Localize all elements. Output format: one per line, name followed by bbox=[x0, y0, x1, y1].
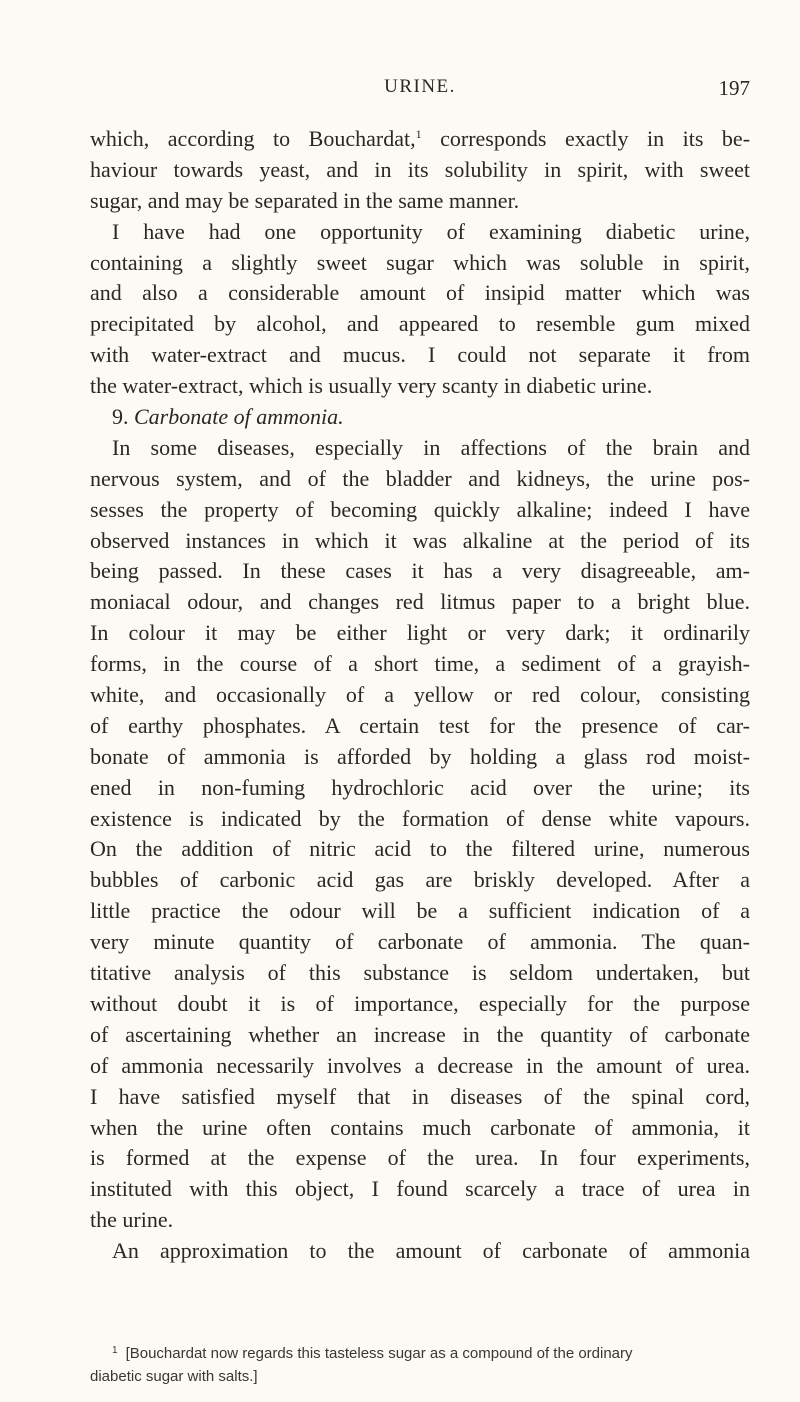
text-line: An approximation to the amount of carbonate of ammonia bbox=[112, 1238, 750, 1264]
text-line: existence is indicated by the formation of dense white vapours. bbox=[90, 805, 750, 831]
text-line: moniacal odour, and changes red litmus paper to a bright blue. bbox=[90, 589, 750, 615]
text-line: ened in non-fuming hydrochloric acid over the urine; its bbox=[90, 774, 750, 800]
text-line: haviour towards yeast, and in its solubility in spirit, with sweet bbox=[90, 156, 750, 182]
text-line: and also a considerable amount of insipid matter which was bbox=[90, 280, 750, 306]
text-line: In some diseases, especially in affections of the brain and bbox=[112, 434, 750, 460]
section-title: Carbonate of ammonia. bbox=[134, 404, 344, 430]
footnote-number: 1 bbox=[112, 1345, 118, 1356]
section-heading bbox=[90, 402, 750, 433]
page-header bbox=[90, 76, 750, 102]
text-line: little practice the odour will be a sufficient indication of a bbox=[90, 898, 750, 924]
text-line: with water-extract and mucus. I could not separate it from bbox=[90, 342, 750, 368]
text-line: the water-extract, which is usually very scanty in diabetic urine. bbox=[90, 373, 653, 399]
text-line: sugar, and may be separated in the same manner. bbox=[90, 187, 520, 213]
text-line: when the urine often contains much carbonate of ammonia, it bbox=[90, 1114, 750, 1140]
footnote bbox=[90, 1342, 750, 1388]
text-line: I have had one opportunity of examining diabetic urine, bbox=[112, 218, 750, 244]
text-line: which, according to Bouchardat,$^1$ corresponds exactly in its be- bbox=[90, 126, 751, 151]
text-line: In colour it may be either light or very dark; it ordinarily bbox=[90, 620, 750, 646]
page-number: 197 bbox=[718, 76, 750, 100]
footnote-line: diabetic sugar with salts.] bbox=[90, 1368, 258, 1385]
text-line: of earthy phosphates. A certain test for the presence of car- bbox=[90, 712, 750, 738]
text-line: without doubt it is of importance, especially for the purpose bbox=[90, 990, 750, 1016]
text-line: the urine. bbox=[90, 1207, 174, 1233]
text-line: observed instances in which it was alkaline at the period of its bbox=[90, 527, 750, 553]
running-head: URINE. bbox=[384, 76, 456, 97]
footnote-marker: 1 bbox=[415, 127, 422, 141]
section-number: 9. bbox=[112, 404, 129, 430]
text-line: white, and occasionally of a yellow or red colour, consisting bbox=[90, 682, 750, 708]
text-line: bonate of ammonia is afforded by holding a glass rod moist- bbox=[90, 743, 750, 769]
text-line: titative analysis of this substance is seldom undertaken, but bbox=[90, 960, 750, 986]
text-line: is formed at the expense of the urea. In four experiments, bbox=[90, 1145, 750, 1171]
text-line: nervous system, and of the bladder and kidneys, the urine pos- bbox=[90, 465, 750, 491]
text-line: I have satisfied myself that in diseases of the spinal cord, bbox=[90, 1083, 750, 1109]
footnote-line: $^1$ [Bouchardat now regards this tasteless sugar as a compound of the ordinary bbox=[112, 1345, 633, 1362]
text-line: sesses the property of becoming quickly alkaline; indeed I have bbox=[90, 496, 750, 522]
body-text bbox=[90, 124, 750, 1267]
text-line: being passed. In these cases it has a very disagreeable, am- bbox=[90, 558, 750, 584]
text-line: of ascertaining whether an increase in the quantity of carbonate bbox=[90, 1021, 750, 1047]
text-line: of ammonia necessarily involves a decrease in the amount of urea. bbox=[90, 1052, 750, 1078]
text-line: forms, in the course of a short time, a sediment of a grayish- bbox=[90, 651, 750, 677]
text-line: bubbles of carbonic acid gas are briskly developed. After a bbox=[90, 867, 750, 893]
text-line: containing a slightly sweet sugar which was soluble in spirit, bbox=[90, 249, 750, 275]
text-line: very minute quantity of carbonate of ammonia. The quan- bbox=[90, 929, 750, 955]
text-line: instituted with this object, I found scarcely a trace of urea in bbox=[90, 1176, 750, 1202]
text-line: precipitated by alcohol, and appeared to resemble gum mixed bbox=[90, 311, 750, 337]
text-line: On the addition of nitric acid to the filtered urine, numerous bbox=[90, 836, 750, 862]
